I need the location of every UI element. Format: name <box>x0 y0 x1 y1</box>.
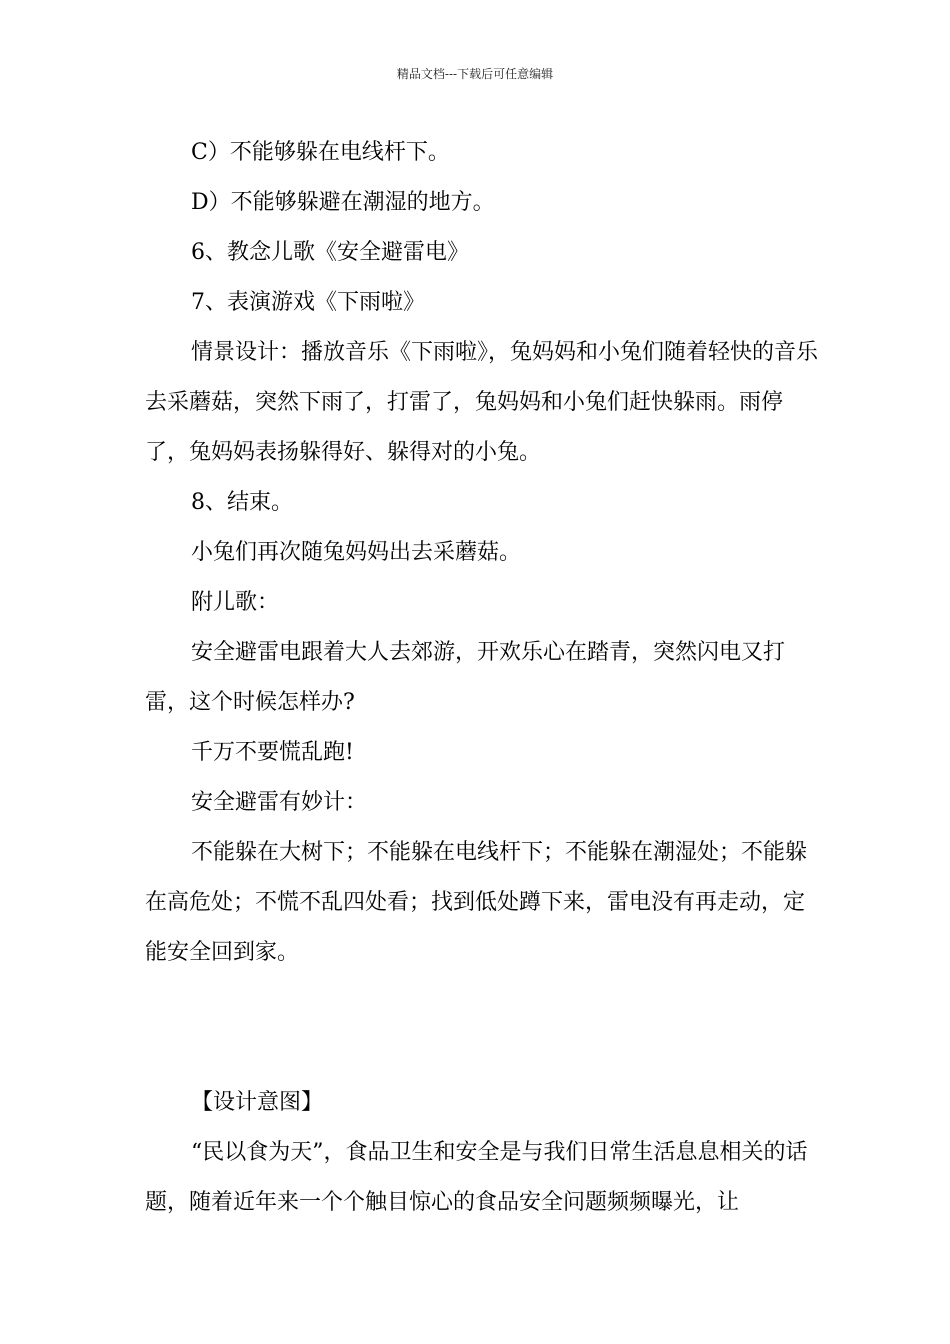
paragraph-song-label: 附儿歌： <box>191 590 280 615</box>
paragraph-scene-design: 情景设计：播放音乐《下雨啦》，兔妈妈和小兔们随着轻快的音乐去采蘑菇，突然下雨了，打雷了，兔妈妈和小兔们赶快躲雨。雨停了，兔妈妈表扬躲得好、躲得对的小兔。 <box>145 340 819 465</box>
section-spacer <box>145 978 825 1078</box>
paragraph-step-7: 7、表演游戏《下雨啦》 <box>191 290 425 315</box>
paragraph-option-c: C）不能够躲在电线杆下。 <box>191 140 450 165</box>
section-heading-design-intent: 【设计意图】 <box>191 1090 324 1115</box>
paragraph-song-verse-4: 不能躲在大树下；不能躲在电线杆下；不能躲在潮湿处；不能躲在高危处；不慌不乱四处看；找到低处蹲下来，雷电没有再走动，定能安全回到家。 <box>145 840 808 965</box>
paragraph-song-verse-3: 安全避雷有妙计： <box>191 790 368 815</box>
paragraph-ending: 小兔们再次随兔妈妈出去采蘑菇。 <box>191 540 522 565</box>
paragraph-step-6: 6、教念儿歌《安全避雷电》 <box>191 240 469 265</box>
document-body <box>145 128 825 1228</box>
paragraph-song-verse-1: 安全避雷电跟着大人去郊游，开欢乐心在踏青，突然闪电又打雷，这个时候怎样办? <box>145 640 786 715</box>
paragraph-song-verse-2: 千万不要慌乱跑! <box>191 740 354 765</box>
paragraph-step-8: 8、结束。 <box>191 490 293 515</box>
paragraph-design-intent: “民以食为天”，食品卫生和安全是与我们日常生活息息相关的话题，随着近年来一个个触目惊心的食品安全问题频频曝光，让 <box>145 1140 808 1215</box>
page-header: 精品文档---下载后可任意编辑 <box>396 67 554 81</box>
paragraph-option-d: D）不能够躲避在潮湿的地方。 <box>191 190 495 215</box>
